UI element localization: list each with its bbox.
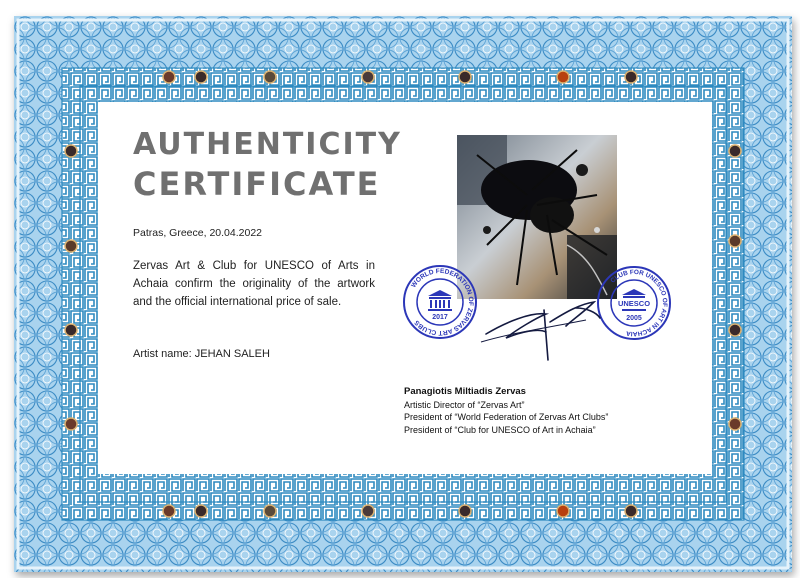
artwork-image xyxy=(457,135,617,299)
certificate-title-line1: AUTHENTICITY xyxy=(133,127,402,162)
certificate-statement: Zervas Art & Club for UNESCO of Arts in Achaia confirm the originality of the artwork and the official international price of sale. xyxy=(133,260,375,308)
unesco-temple-icon xyxy=(428,290,452,311)
club-stamp-logo: UNESCO xyxy=(617,299,651,308)
signatory-role-2: President of “World Federation of Zervas Art Clubs” xyxy=(404,412,609,422)
federation-stamp-arc: WORLD FEDERATION OF ZERVAS ART CLUBS xyxy=(410,267,475,337)
federation-stamp-year: 2017 xyxy=(432,314,448,321)
club-stamp-year: 2005 xyxy=(626,315,642,322)
signatory-name: Panagiotis Miltiadis Zervas xyxy=(404,386,526,397)
club-stamp-arc: CLUB FOR UNESCO OF ART IN ACHAIA xyxy=(609,268,669,338)
place-and-date: Patras, Greece, 20.04.2022 xyxy=(133,227,262,239)
signatory-role-3: President of “Club for UNESCO of Art in Achaia” xyxy=(404,424,596,435)
handwritten-signature xyxy=(476,282,606,362)
certificate-title-line2: CERTIFICATE xyxy=(133,165,381,203)
club-unesco-stamp xyxy=(596,265,672,341)
artist-name: Artist name: JEHAN SALEH xyxy=(133,348,270,360)
signatory-role-1: Artistic Director of “Zervas Art” xyxy=(404,399,525,410)
signatory-block xyxy=(404,385,608,436)
federation-stamp xyxy=(402,264,478,340)
